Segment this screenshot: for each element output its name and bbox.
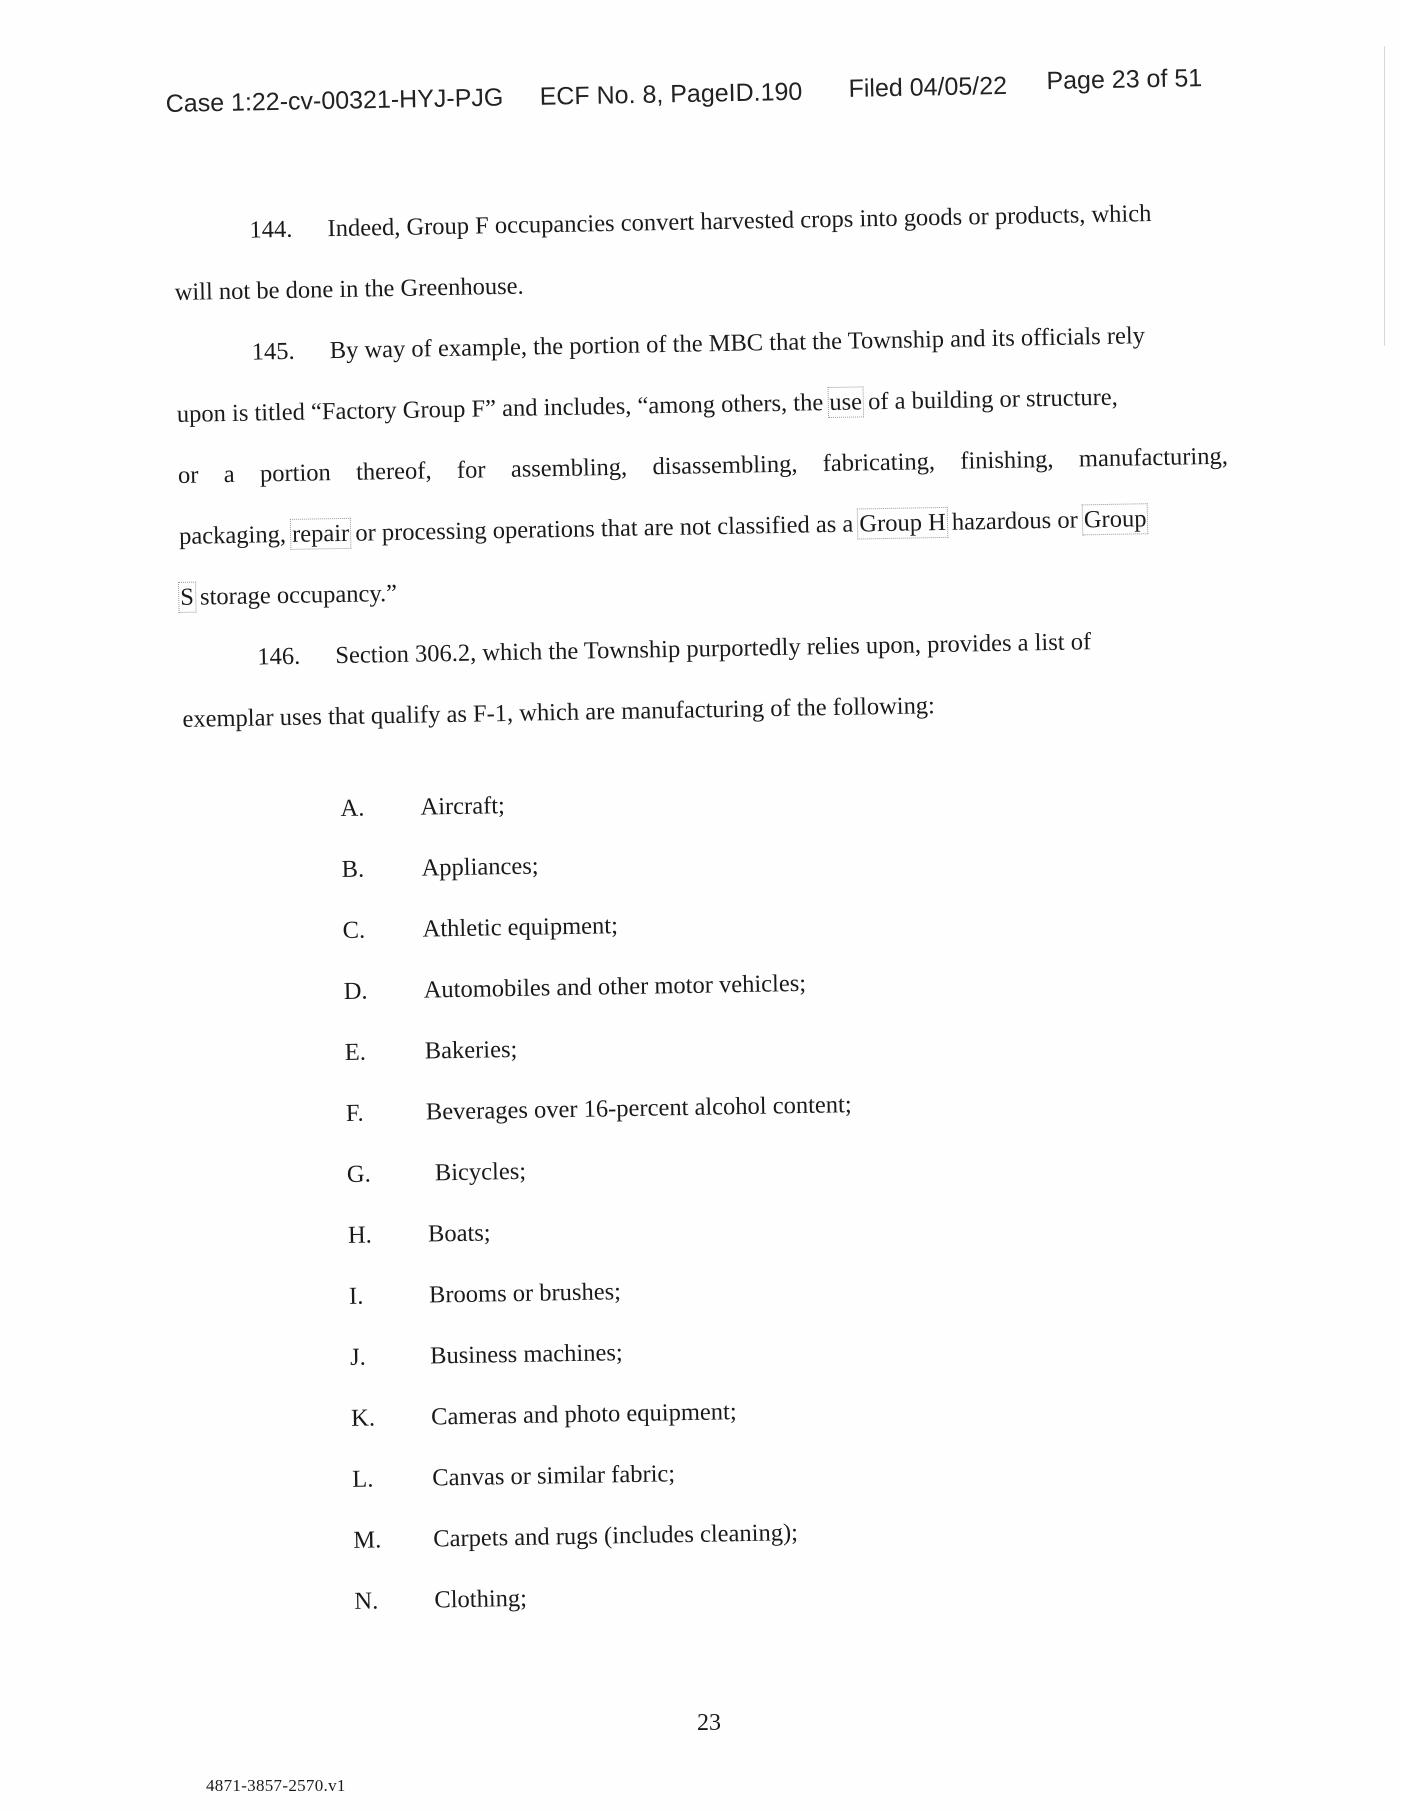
list-text: Bicycles; <box>434 1157 527 1187</box>
paragraph-text: or processing operations that are not classified as a <box>348 510 860 547</box>
scan-edge-line <box>1384 46 1385 346</box>
paragraph-text: Section 306.2, which the Township purportedly relies upon, provides a list of <box>335 628 1092 670</box>
paragraph-number: 145. <box>251 337 295 366</box>
list-text: Carpets and rugs (includes cleaning); <box>433 1519 799 1553</box>
list-text: Canvas or similar fabric; <box>431 1460 676 1492</box>
filed-date: Filed 04/05/22 <box>848 71 1008 103</box>
hyperlink-box: repair <box>291 519 350 548</box>
hyperlink-box: use <box>829 388 863 417</box>
paragraph-144 <box>173 182 1225 323</box>
list-text: Aircraft; <box>420 792 506 821</box>
list-text: Business machines; <box>429 1339 623 1370</box>
list-text: Clothing; <box>434 1584 528 1614</box>
document-id: 4871-3857-2570.v1 <box>206 1776 346 1795</box>
body-text <box>173 182 1233 750</box>
list-letter: J. <box>349 1343 367 1371</box>
page-number: 23 <box>697 1710 721 1736</box>
list-text: Appliances; <box>421 852 539 882</box>
paragraph-number: 144. <box>249 215 293 244</box>
list-letter: F. <box>345 1099 364 1127</box>
list-letter: B. <box>341 855 365 883</box>
list-text: Bakeries; <box>424 1035 518 1065</box>
list-letter: M. <box>353 1526 382 1554</box>
paragraph-text: or a portion thereof, for assembling, disassembling, fabricating, finishing, manufacturing, <box>177 442 1229 489</box>
paragraph-text: will not be done in the Greenhouse. <box>174 272 524 306</box>
case-number: Case 1:22-cv-00321-HYJ-PJG <box>165 83 504 118</box>
paragraph-number: 146. <box>257 642 301 671</box>
list-letter: A. <box>340 794 365 822</box>
list-letter: G. <box>346 1160 371 1188</box>
ecf-page-id: ECF No. 8, PageID.190 <box>539 77 803 111</box>
page-count: Page 23 of 51 <box>1046 64 1203 96</box>
hyperlink-box: S <box>180 583 195 611</box>
paragraph-146 <box>181 609 1233 750</box>
paragraph-text: exemplar uses that qualify as F-1, which are manufacturing of the following: <box>182 692 936 733</box>
list-item <box>354 1559 1055 1632</box>
paragraph-text: storage occupancy.” <box>193 579 398 611</box>
paragraph-text: hazardous or <box>945 506 1085 536</box>
list-text: Cameras and photo equipment; <box>430 1398 737 1431</box>
list-text: Beverages over 16-percent alcohol content; <box>425 1091 852 1126</box>
list-letter: L. <box>352 1465 374 1493</box>
case-header <box>165 46 1216 126</box>
hyperlink-box: Group H <box>859 508 947 538</box>
paragraph-145 <box>175 304 1230 628</box>
list-letter: I. <box>348 1282 364 1310</box>
list-text: Automobiles and other motor vehicles; <box>423 969 807 1004</box>
list-text: Brooms or brushes; <box>428 1278 622 1309</box>
hyperlink-box: Group <box>1083 505 1147 534</box>
paragraph-text: Indeed, Group F occupancies convert harvested crops into goods or products, which <box>327 200 1152 243</box>
list-letter: D. <box>343 977 368 1005</box>
list-letter: K. <box>350 1404 376 1432</box>
list-letter: N. <box>354 1587 379 1615</box>
list-letter: C. <box>342 916 366 944</box>
list-letter: E. <box>344 1038 367 1066</box>
list-text: Boats; <box>427 1219 491 1248</box>
f1-uses-list <box>340 766 1055 1632</box>
list-letter: H. <box>347 1221 373 1249</box>
paragraph-text: By way of example, the portion of the MBC that the Township and its officials rely <box>329 322 1146 365</box>
paragraph-text: upon is titled “Factory Group F” and includes, “among others, the <box>176 389 830 428</box>
list-text: Athletic equipment; <box>422 912 619 943</box>
paragraph-text: of a building or structure, <box>861 383 1119 416</box>
paragraph-text: packaging, <box>178 520 293 550</box>
